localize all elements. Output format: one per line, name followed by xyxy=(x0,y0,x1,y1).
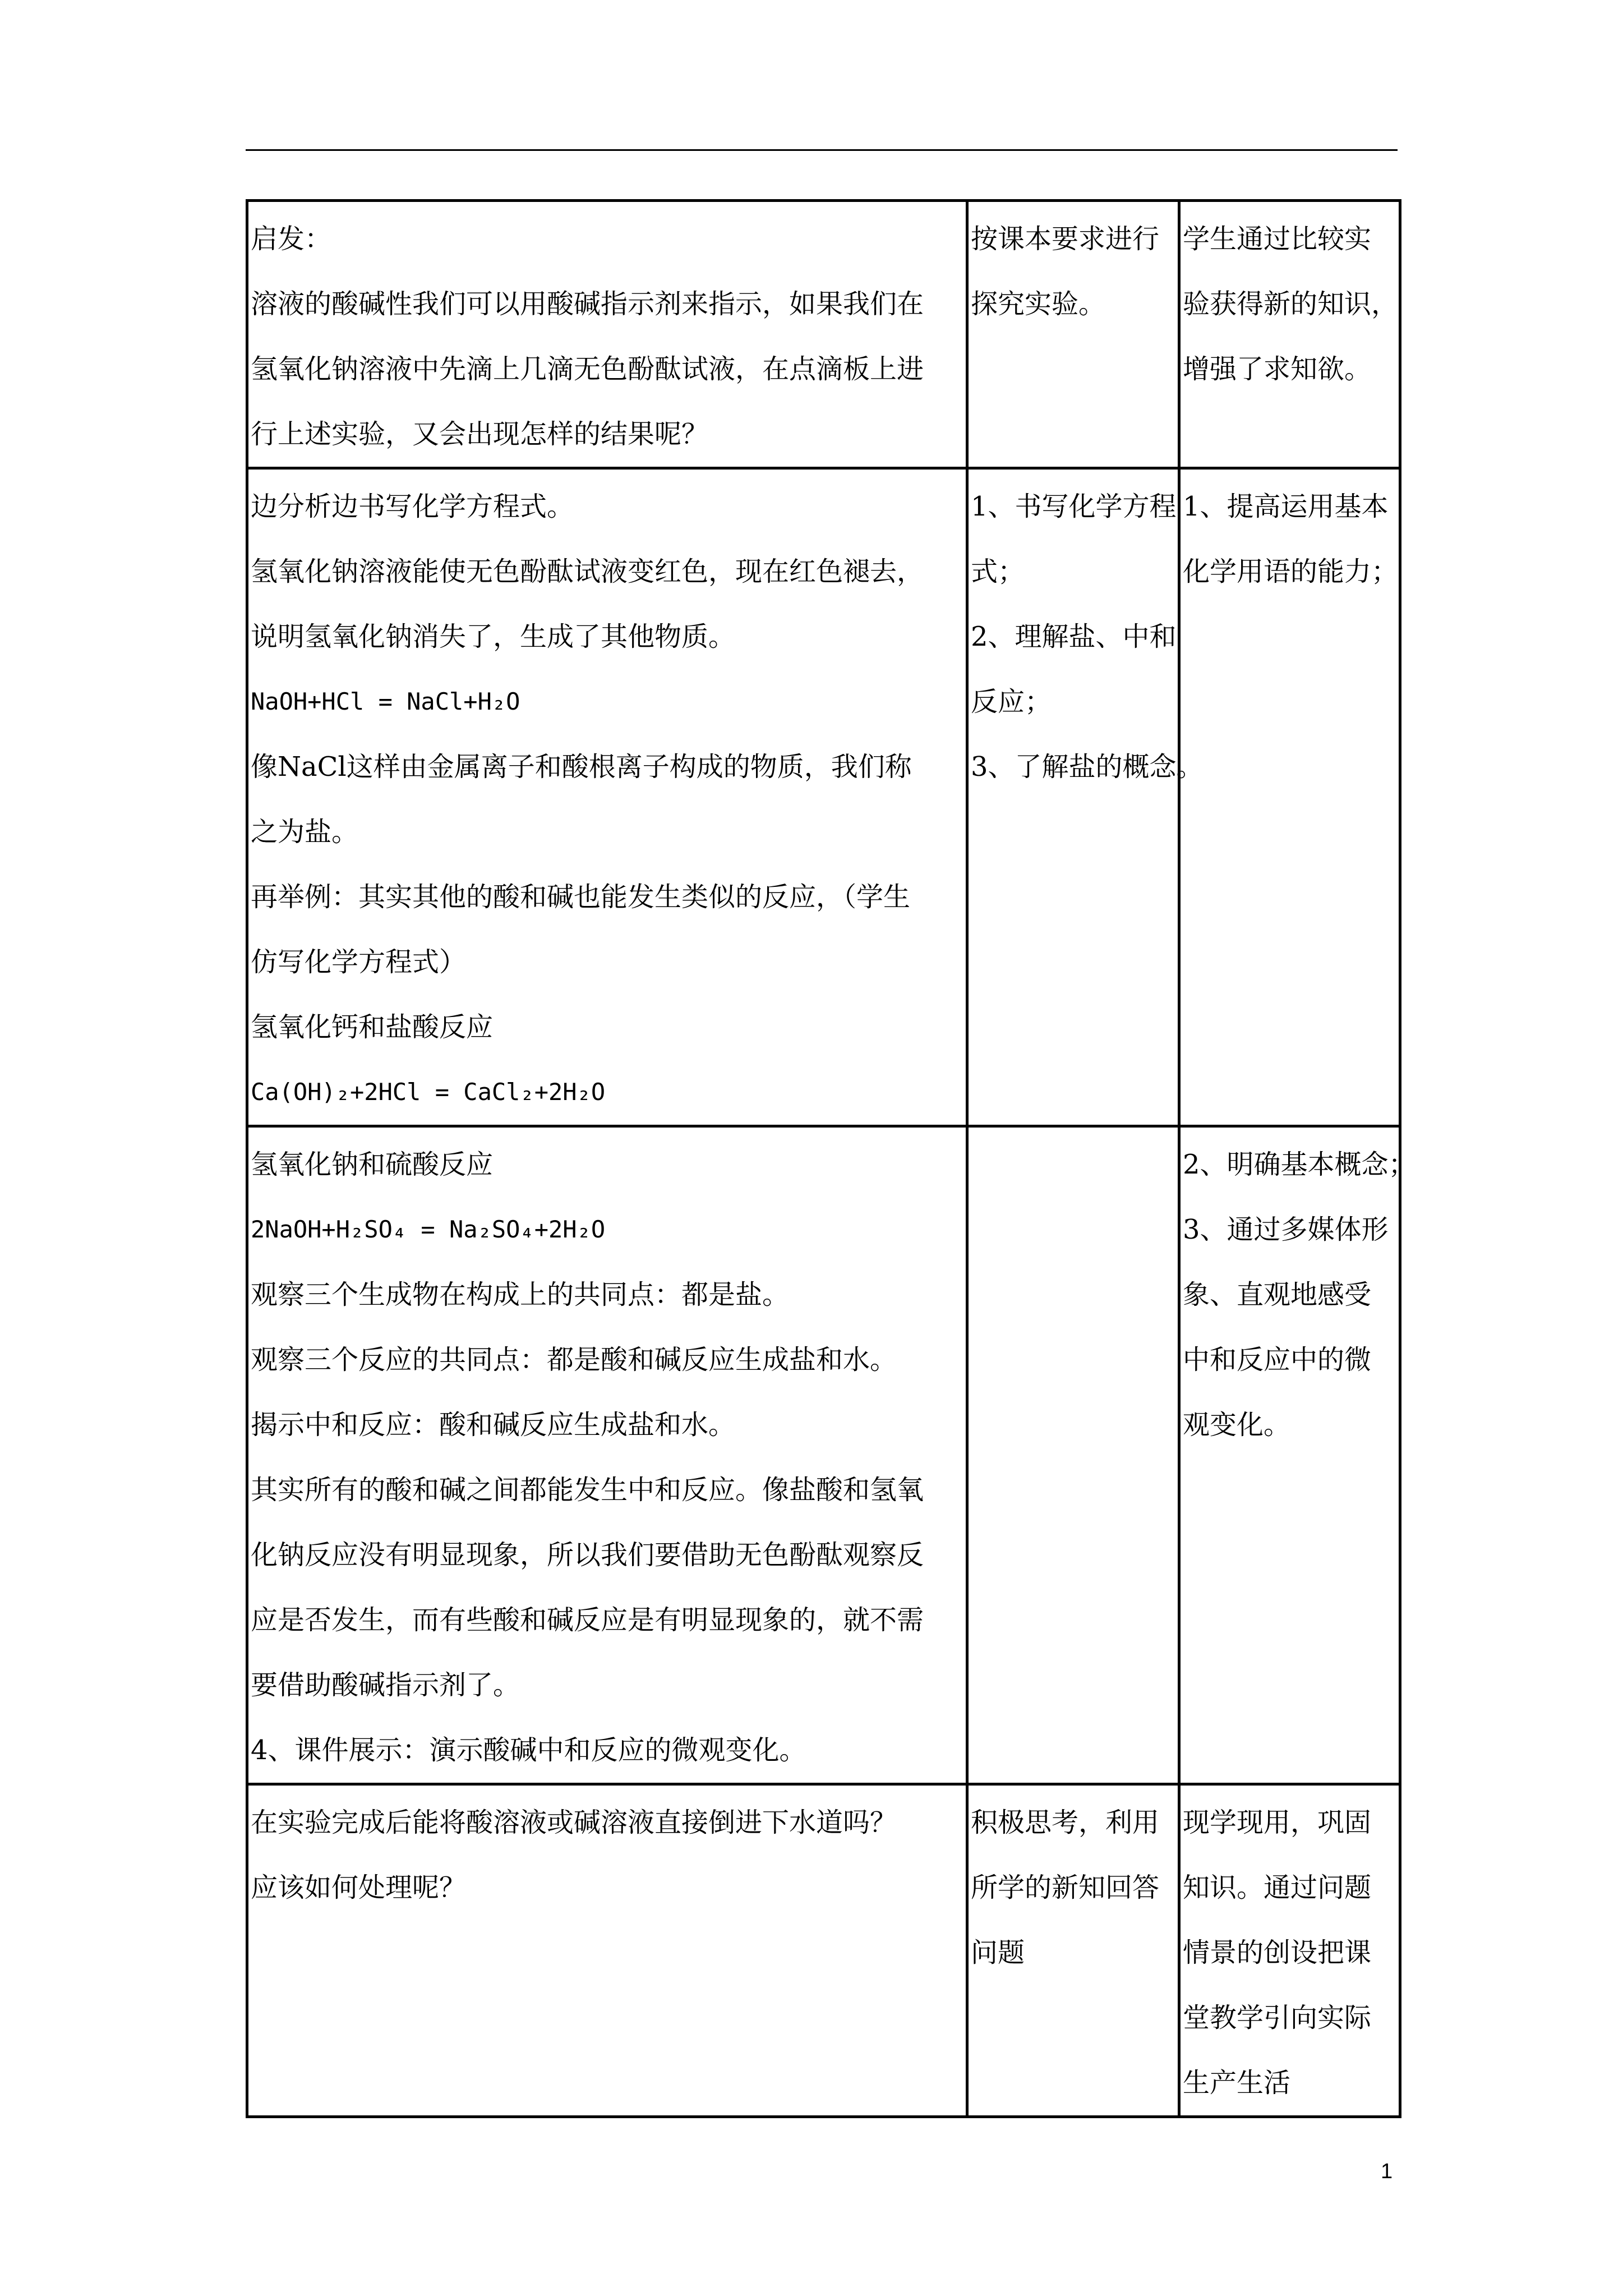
text-line: 启发： xyxy=(251,223,332,255)
text-line: 观变化。 xyxy=(1183,1409,1291,1441)
table-row xyxy=(247,1126,1400,1784)
text-line: 1、书写化学方程 xyxy=(971,491,1177,522)
equation-line: Ca(OH)₂+2HCl = CaCl₂+2H₂O xyxy=(251,1078,606,1106)
text-line: 仿写化学方程式） xyxy=(251,946,467,978)
intent-cell xyxy=(1179,1126,1415,1784)
student-cell xyxy=(967,468,1204,1126)
text-line: 在实验完成后能将酸溶液或碱溶液直接倒进下水道吗？ xyxy=(251,1807,897,1838)
text-line: 3、了解盐的概念。 xyxy=(971,751,1204,783)
text-line: 揭示中和反应：酸和碱反应生成盐和水。 xyxy=(251,1409,736,1441)
text-line: 氢氧化钠溶液能使无色酚酞试液变红色，现在红色褪去， xyxy=(251,556,924,587)
text-line: 化钠反应没有明显现象，所以我们要借助无色酚酞观察反 xyxy=(251,1539,924,1571)
table-row xyxy=(247,201,1400,468)
text-line: 1、提高运用基本 xyxy=(1183,491,1389,522)
text-line: 像NaCl这样由金属离子和酸根离子构成的物质，我们称 xyxy=(251,751,912,783)
text-line: 氢氧化钠溶液中先滴上几滴无色酚酞试液，在点滴板上进 xyxy=(251,353,924,385)
lesson-table xyxy=(246,199,1415,2118)
activity-cell xyxy=(247,1784,967,2117)
text-line: 堂教学引向实际 xyxy=(1183,2002,1372,2033)
text-line: 3、通过多媒体形 xyxy=(1183,1214,1389,1245)
table-row xyxy=(247,1784,1400,2117)
text-line: 式； xyxy=(971,556,1025,587)
activity-cell xyxy=(247,468,967,1126)
text-line: 应是否发生，而有些酸和碱反应是有明显现象的，就不需 xyxy=(251,1604,924,1636)
page-number: 1 xyxy=(1381,2160,1393,2183)
text-line: 氢氧化钠和硫酸反应 xyxy=(251,1149,494,1180)
text-line: 生产生活 xyxy=(1183,2067,1291,2099)
activity-cell xyxy=(247,1126,967,1784)
intent-cell xyxy=(1179,468,1400,1126)
text-line: 象、直观地感受 xyxy=(1183,1279,1372,1310)
header-rule xyxy=(246,149,1398,151)
text-line: 现学现用，巩固 xyxy=(1183,1807,1372,1838)
text-line: 验获得新的知识， xyxy=(1183,288,1399,320)
student-cell xyxy=(967,1784,1179,2117)
equation-line: 2NaOH+H₂SO₄ = Na₂SO₄+2H₂O xyxy=(251,1216,606,1243)
intent-cell xyxy=(1179,1784,1400,2117)
text-line: 中和反应中的微 xyxy=(1183,1344,1372,1375)
text-line: 2、明确基本概念； xyxy=(1183,1149,1415,1180)
text-line: 所学的新知回答 xyxy=(971,1872,1160,1903)
text-line: 学生通过比较实 xyxy=(1183,223,1372,255)
text-line: 化学用语的能力； xyxy=(1183,556,1399,587)
student-cell xyxy=(967,1126,1179,1784)
text-line: 情景的创设把课 xyxy=(1183,1937,1372,1968)
text-line: 氢氧化钙和盐酸反应 xyxy=(251,1011,494,1043)
text-line: 观察三个生成物在构成上的共同点：都是盐。 xyxy=(251,1279,790,1310)
text-line: 说明氢氧化钠消失了，生成了其他物质。 xyxy=(251,621,736,652)
text-line: 要借助酸碱指示剂了。 xyxy=(251,1669,520,1701)
text-line: 之为盐。 xyxy=(251,816,359,848)
text-line: 问题 xyxy=(971,1937,1025,1968)
text-line: 增强了求知欲。 xyxy=(1183,353,1372,385)
text-line: 应该如何处理呢？ xyxy=(251,1872,467,1903)
text-line: 再举例：其实其他的酸和碱也能发生类似的反应，（学生 xyxy=(251,881,911,913)
text-line: 4、课件展示：演示酸碱中和反应的微观变化。 xyxy=(251,1734,806,1766)
activity-cell xyxy=(247,201,967,468)
text-line: 溶液的酸碱性我们可以用酸碱指示剂来指示，如果我们在 xyxy=(251,288,924,320)
intent-cell xyxy=(1179,201,1400,468)
text-line: 边分析边书写化学方程式。 xyxy=(251,491,574,522)
text-line: 知识。通过问题 xyxy=(1183,1872,1372,1903)
equation-line: NaOH+HCl = NaCl+H₂O xyxy=(251,688,520,715)
text-line: 观察三个反应的共同点：都是酸和碱反应生成盐和水。 xyxy=(251,1344,897,1375)
table-row xyxy=(247,468,1400,1126)
text-line: 积极思考，利用 xyxy=(971,1807,1160,1838)
text-line: 2、理解盐、中和 xyxy=(971,621,1177,652)
text-line: 反应； xyxy=(971,686,1052,717)
text-line: 行上述实验，又会出现怎样的结果呢？ xyxy=(251,418,709,450)
student-cell xyxy=(967,201,1179,468)
text-line: 按课本要求进行 xyxy=(971,223,1160,255)
text-line: 其实所有的酸和碱之间都能发生中和反应。像盐酸和氢氧 xyxy=(251,1474,924,1506)
text-line: 探究实验。 xyxy=(971,288,1106,320)
